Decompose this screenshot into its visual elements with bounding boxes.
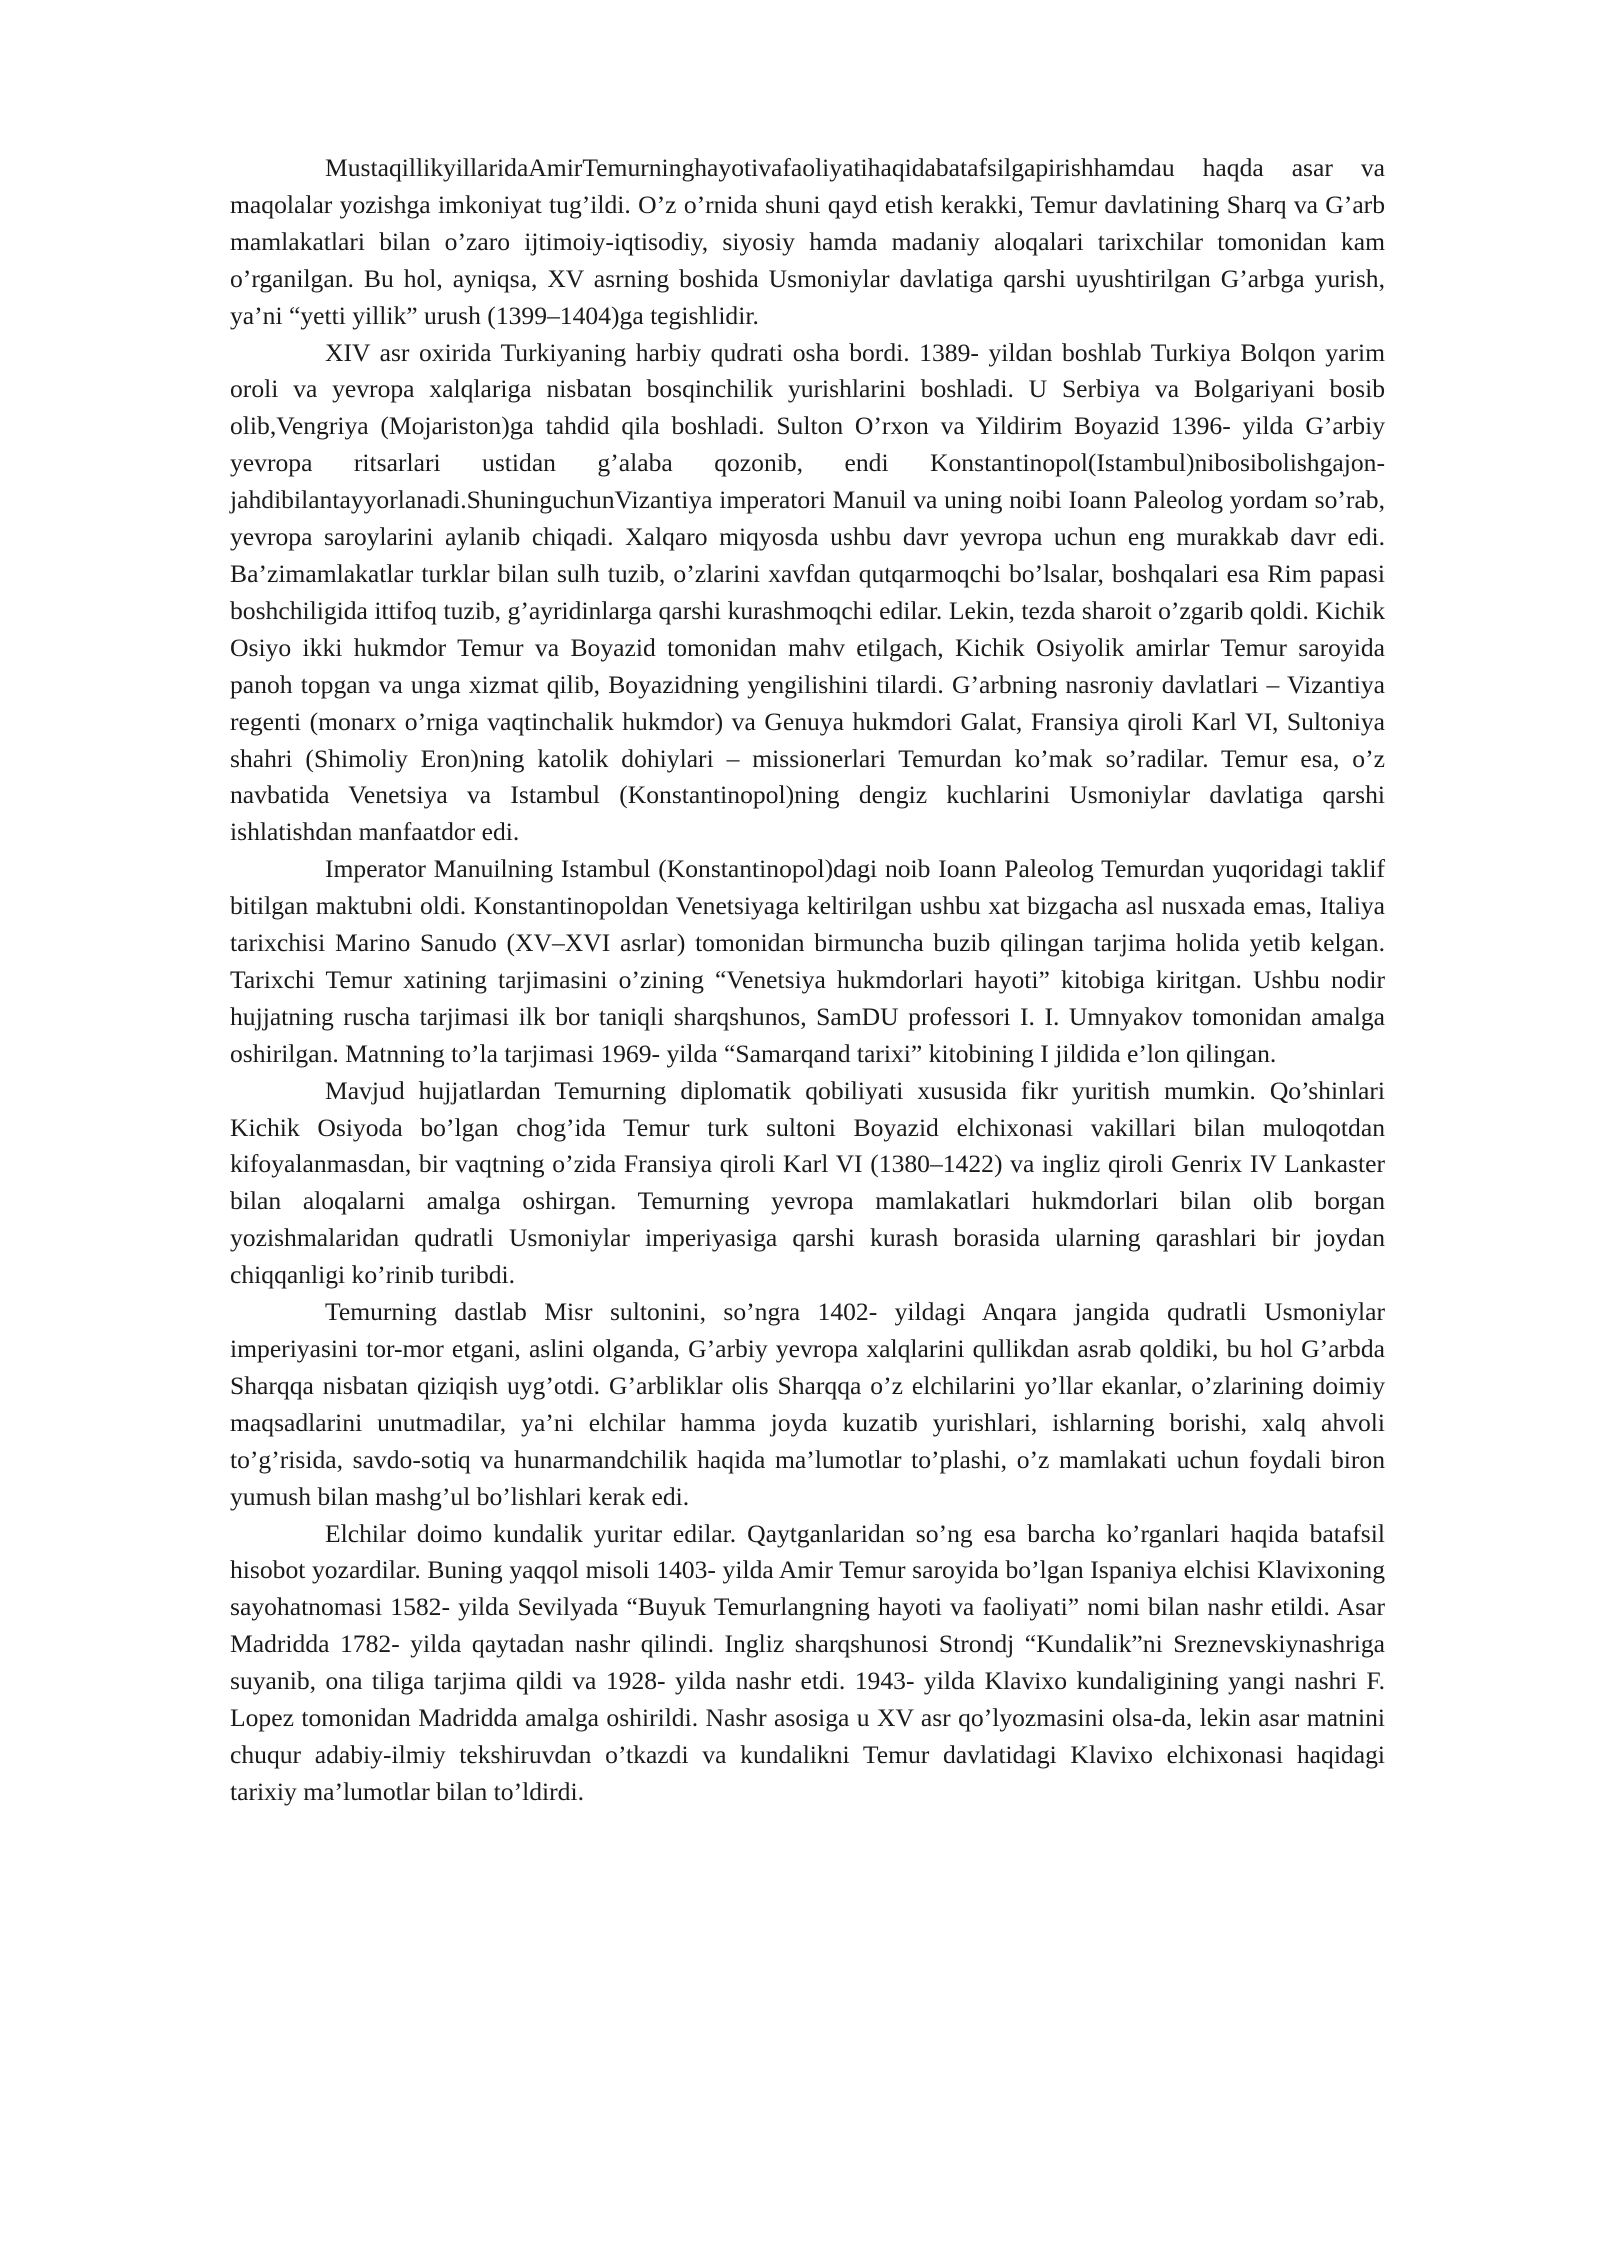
paragraph: Imperator Manuilning Istambul (Konstantinopol)dagi noib Ioann Paleolog Temurdan yuqoridagi taklif bitilgan maktubni oldi. Konstantinopoldan Venetsiyaga keltirilgan ushbu xat bizgacha asl nusxada emas, Italiya tarixchisi Marino Sanudo (XV–XVI asrlar) tomonidan birmuncha buzib qilingan tarjima holida yetib kelgan. Tarixchi Temur xatining tarjimasini o’zining “Venetsiya hukmdorlari hayoti” kitobiga kiritgan. Ushbu nodir hujjatning ruscha tarjimasi ilk bor taniqli sharqshunos, SamDU professori I. I. Umnyakov tomonidan amalga oshirilgan. Matnning to’la tarjimasi 1969- yilda “Samarqand tarixi” kitobining I jildida e’lon qilingan. <box>230 854 1385 1068</box>
paragraph: Temurning dastlab Misr sultonini, so’ngra 1402- yildagi Anqara jangida qudratli Usmoniylar imperiyasini tor-mor etgani, aslini olganda, G’arbiy yevropa xalqlarini qullikdan asrab qoldiki, bu hol G’arbda Sharqqa nisbatan qiziqish uyg’otdi. G’arbliklar olis Sharqqa o’z elchilarini yo’llar ekanlar, o’zlarining doimiy maqsadlarini unutmadilar, ya’ni elchilar hamma joyda kuzatib yurishlari, ishlarning borishi, xalq ahvoli to’g’risida, savdo-sotiq va hunarmandchilik haqida ma’lumotlar to’plashi, o’z mamlakati uchun foydali biron yumush bilan mashg’ul bo’lishlari kerak edi. <box>230 1297 1385 1511</box>
paragraph: MustaqillikyillaridaAmirTemurninghayotivafaoliyatihaqidabatafsilgapirishhamdau haqda asar va maqolalar yozishga imkoniyat tug’ildi. O’z o’rnida shuni qayd etish kerakki, Temur davlatining Sharq va G’arb mamlakatlari bilan o’zaro ijtimoiy-iqtisodiy, siyosiy hamda madaniy aloqalari tarixchilar tomonidan kam o’rganilgan. Bu hol, ayniqsa, XV asrning boshida Usmoniylar davlatiga qarshi uyushtirilgan G’arbga yurish, ya’ni “yetti yillik” urush (1399–1404)ga tegishlidir. <box>230 153 1385 330</box>
paragraph: XIV asr oxirida Turkiyaning harbiy qudrati osha bordi. 1389- yildan boshlab Turkiya Bolqon yarim oroli va yevropa xalqlariga nisbatan bosqinchilik yurishlarini boshladi. U Serbiya va Bolgariyani bosib olib,Vengriya (Mojariston)ga tahdid qila boshladi. Sulton O’rxon va Yildirim Boyazid 1396- yilda G’arbiy yevropa ritsarlari ustidan g’alaba qozonib, endi Konstantinopol(Istambul)nibosibolishgajon-jahdibilantayyorlanadi.ShuninguchunVizantiya imperatori Manuil va uning noibi Ioann Paleolog yordam so’rab, yevropa saroylarini aylanib chiqadi. Xalqaro miqyosda ushbu davr yevropa uchun eng murakkab davr edi. Ba’zimamlakatlar turklar bilan sulh tuzib, o’zlarini xavfdan qutqarmoqchi bo’lsalar, boshqalari esa Rim papasi boshchiligida ittifoq tuzib, g’ayridinlarga qarshi kurashmoqchi edilar. Lekin, tezda sharoit o’zgarib qoldi. Kichik Osiyo ikki hukmdor Temur va Boyazid tomonidan mahv etilgach, Kichik Osiyolik amirlar Temur saroyida panoh topgan va unga xizmat qilib, Boyazidning yengilishini tilardi. G’arbning nasroniy davlatlari – Vizantiya regenti (monarx o’rniga vaqtinchalik hukmdor) va Genuya hukmdori Galat, Fransiya qiroli Karl VI, Sultoniya shahri (Shimoliy Eron)ning katolik dohiylari – missionerlari Temurdan ko’mak so’radilar. Temur esa, o’z navbatida Venetsiya va Istambul (Konstantinopol)ning dengiz kuchlarini Usmoniylar davlatiga qarshi ishlatishdan manfaatdor edi. <box>230 337 1385 847</box>
paragraph: Elchilar doimo kundalik yuritar edilar. Qaytganlaridan so’ng esa barcha ko’rganlari haqida batafsil hisobot yozardilar. Buning yaqqol misoli 1403- yilda Amir Temur saroyida bo’lgan Ispaniya elchisi Klavixoning sayohatnomasi 1582- yilda Sevilyada “Buyuk Temurlangning hayoti va faoliyati” nomi bilan nashr etildi. Asar Madridda 1782- yilda qaytadan nashr qilindi. Ingliz sharqshunosi Strondj “Kundalik”ni Sreznevskiynashriga suyanib, ona tiliga tarjima qildi va 1928- yilda nashr etdi. 1943- yilda Klavixo kundaligining yangi nashri F. Lopez tomonidan Madridda amalga oshirildi. Nashr asosiga u XV asr qo’lyozmasini olsa-da, lekin asar matnini chuqur adabiy-ilmiy tekshiruvdan o’tkazdi va kundalikni Temur davlatidagi Klavixo elchixonasi haqidagi tarixiy ma’lumotlar bilan to’ldirdi. <box>230 1518 1385 1806</box>
paragraph: Mavjud hujjatlardan Temurning diplomatik qobiliyati xususida fikr yuritish mumkin. Qo’shinlari Kichik Osiyoda bo’lgan chog’ida Temur turk sultoni Boyazid elchixonasi vakillari bilan muloqotdan kifoyalanmasdan, bir vaqtning o’zida Fransiya qiroli Karl VI (1380–1422) va ingliz qiroli Genrix IV Lankaster bilan aloqalarni amalga oshirgan. Temurning yevropa mamlakatlari hukmdorlari bilan olib borgan yozishmalaridan qudratli Usmoniylar imperiyasiga qarshi kurash borasida ularning qarashlari bir joydan chiqqanligi ko’rinib turibdi. <box>230 1075 1385 1290</box>
document-page <box>230 150 1385 1811</box>
